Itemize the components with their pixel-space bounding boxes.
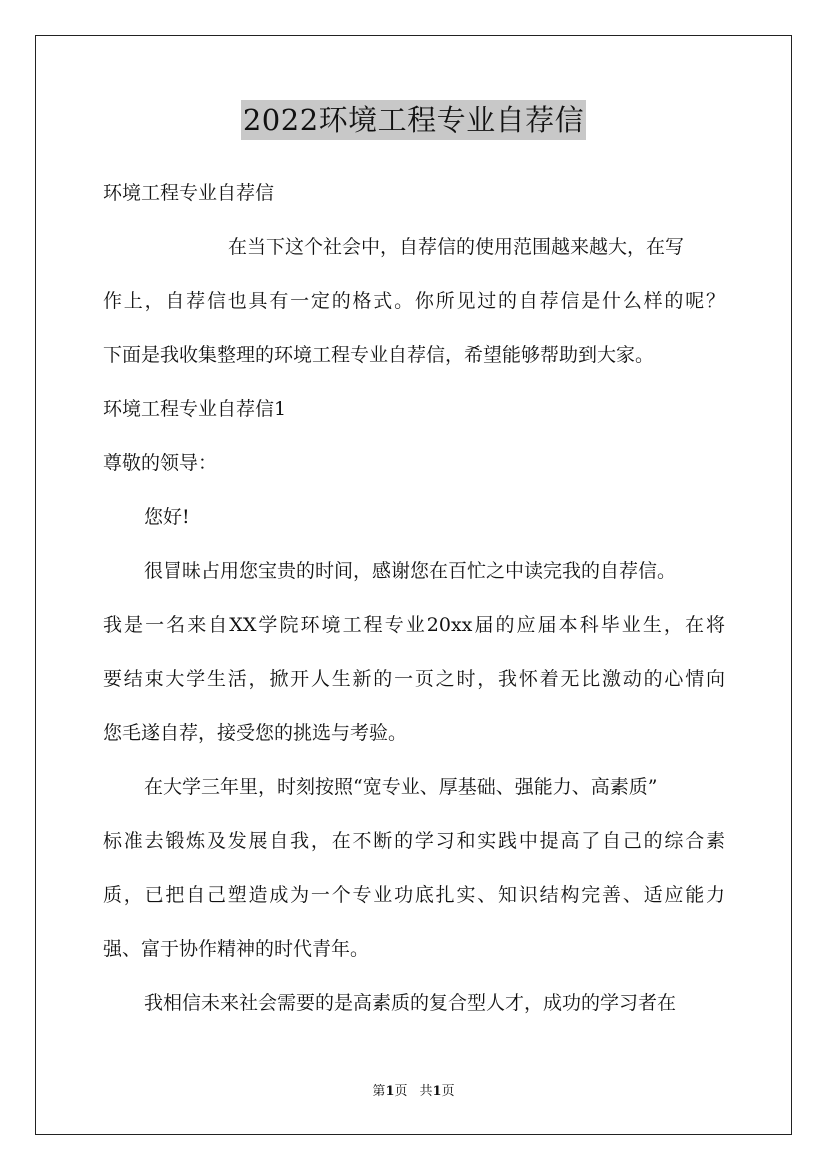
intro-line-2: 作上，自荐信也具有一定的格式。你所见过的自荐信是什么样的呢？ — [103, 290, 725, 312]
footer-total-suffix: 页 — [441, 1084, 455, 1099]
title-wrap — [0, 100, 827, 140]
document-title: 2022环境工程专业自荐信 — [241, 100, 586, 140]
intro-line-3: 下面是我收集整理的环境工程专业自荐信，希望能够帮助到大家。 — [103, 344, 655, 366]
salutation: 尊敬的领导： — [103, 452, 218, 474]
document-subtitle: 环境工程专业自荐信 — [103, 182, 275, 204]
footer-total-prefix: 共 — [419, 1084, 433, 1099]
footer-page-suffix: 页 — [394, 1084, 408, 1099]
intro-line-1: 在当下这个社会中，自荐信的使用范围越来越大，在写 — [228, 236, 685, 258]
greeting: 您好! — [144, 506, 190, 528]
paragraph2-line-2: 标准去锻炼及发展自我，在不断的学习和实践中提高了自己的综合素 — [103, 830, 725, 852]
footer-page-prefix: 第 — [372, 1084, 386, 1099]
paragraph3-line-1: 我相信未来社会需要的是高素质的复合型人才，成功的学习者在 — [144, 992, 677, 1014]
paragraph2-line-3: 质，已把自己塑造成为一个专业功底扎实、知识结构完善、适应能力 — [103, 884, 725, 906]
paragraph2-line-4: 强、富于协作精神的时代青年。 — [103, 938, 370, 960]
footer-page-current: 1 — [385, 1084, 395, 1099]
section-heading: 环境工程专业自荐信1 — [103, 398, 287, 420]
paragraph2-line-1: 在大学三年里，时刻按照“宽专业、厚基础、强能力、高素质” — [144, 776, 658, 798]
paragraph1-line-2: 我是一名来自XX学院环境工程专业20xx届的应届本科毕业生，在将 — [103, 614, 725, 636]
paragraph1-line-4: 您毛遂自荐，接受您的挑选与考验。 — [103, 722, 408, 744]
paragraph1-line-1: 很冒昧占用您宝贵的时间，感谢您在百忙之中读完我的自荐信。 — [144, 560, 677, 582]
page-footer — [0, 1083, 827, 1101]
paragraph1-line-3: 要结束大学生活，掀开人生新的一页之时，我怀着无比激动的心情向 — [103, 668, 725, 690]
footer-page-total: 1 — [432, 1084, 442, 1099]
